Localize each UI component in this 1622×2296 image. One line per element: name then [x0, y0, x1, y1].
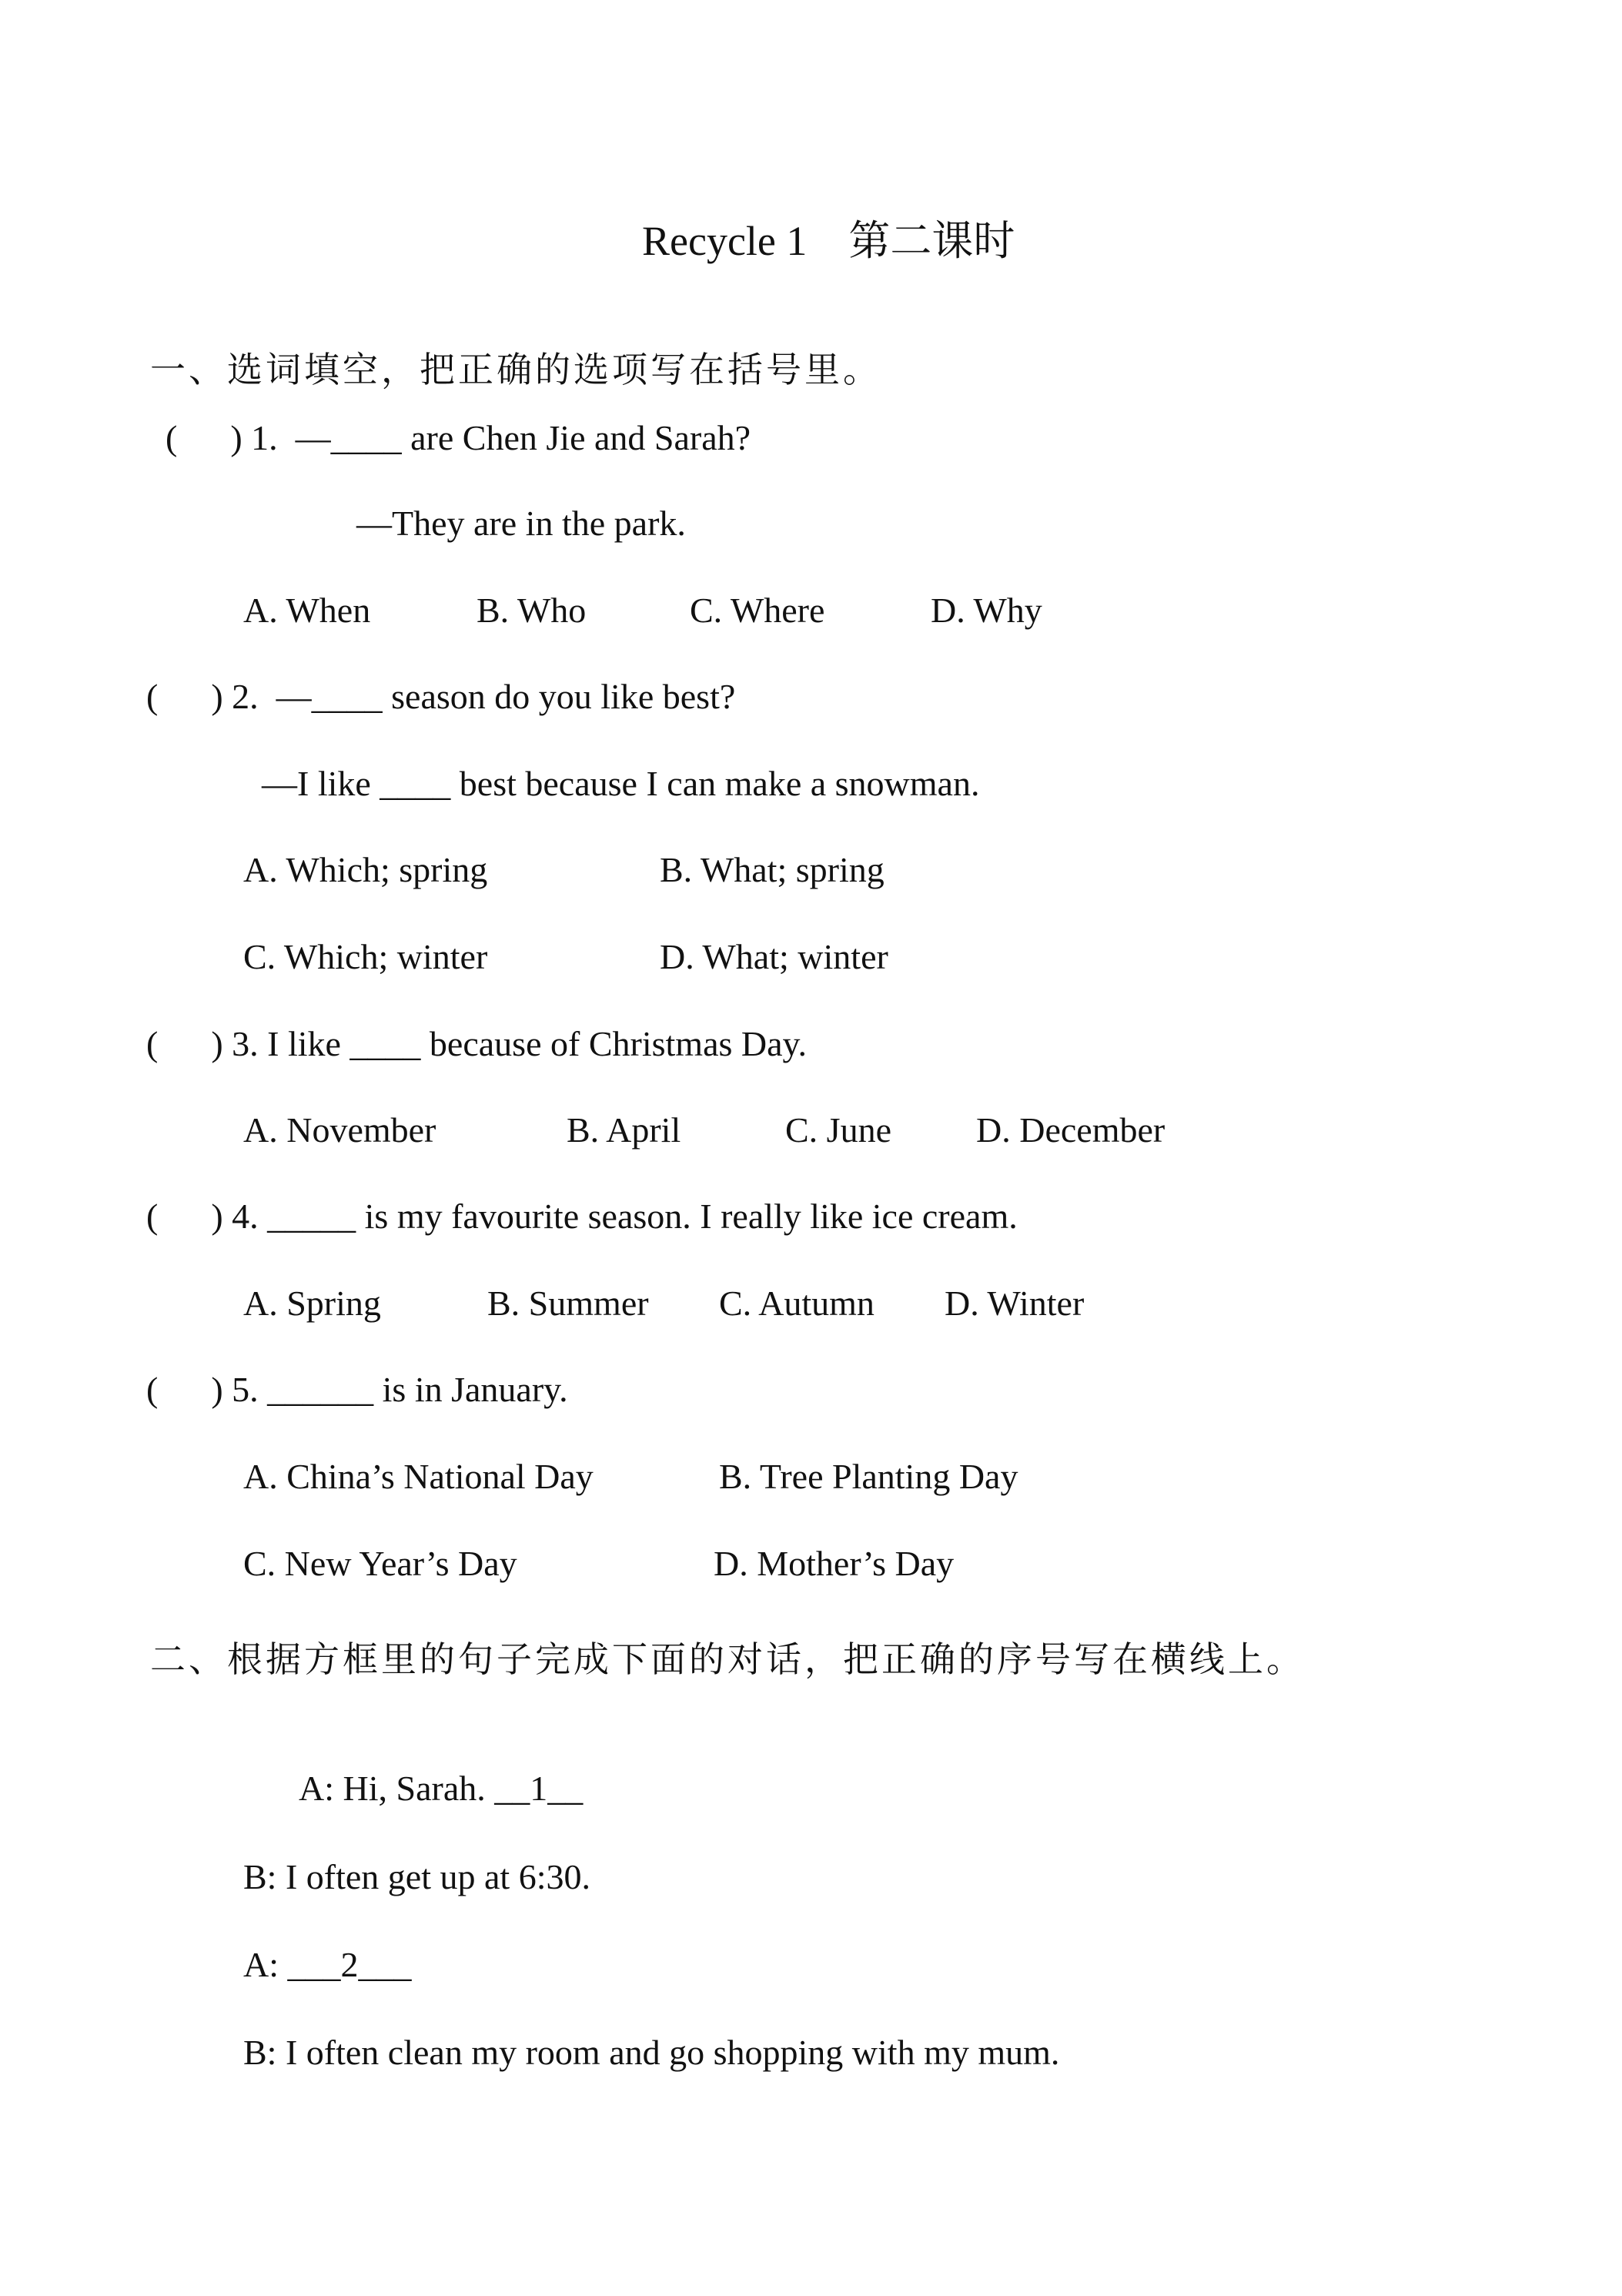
question-4-option-a: A. Spring [243, 1284, 381, 1323]
question-4-stem: ( ) 4. _____ is my favourite season. I really like ice cream. [146, 1197, 1018, 1236]
question-1-stem: ( ) 1. —____ are Chen Jie and Sarah? [166, 418, 751, 457]
question-1-option-c: C. Where [690, 591, 825, 630]
question-1-option-a: A. When [243, 591, 371, 630]
dialogue-line-2: B: I often get up at 6:30. [243, 1857, 590, 1896]
question-5-stem: ( ) 5. ______ is in January. [146, 1370, 568, 1409]
question-5-option-c: C. New Year’s Day [243, 1544, 517, 1583]
question-3-stem: ( ) 3. I like ____ because of Christmas Day. [146, 1024, 808, 1063]
question-5-option-a: A. China’s National Day [243, 1457, 594, 1496]
question-1-reply: —They are in the park. [356, 504, 686, 543]
question-2-option-c: C. Which; winter [243, 937, 488, 976]
question-1-option-d: D. Why [931, 591, 1042, 630]
question-4-option-b: B. Summer [487, 1284, 649, 1323]
question-3-option-b: B. April [567, 1110, 681, 1150]
dialogue-line-4: B: I often clean my room and go shopping with my mum. [243, 2033, 1060, 2072]
question-2-stem: ( ) 2. —____ season do you like best? [146, 677, 736, 716]
question-3-option-d: D. December [976, 1110, 1165, 1150]
question-3-option-a: A. November [243, 1110, 436, 1150]
dialogue-line-3: A: ___2___ [243, 1945, 412, 1984]
question-5-option-b: B. Tree Planting Day [719, 1457, 1018, 1496]
question-4-option-d: D. Winter [945, 1284, 1085, 1323]
dialogue-line-1: A: Hi, Sarah. __1__ [299, 1769, 584, 1808]
question-5-option-d: D. Mother’s Day [714, 1544, 955, 1583]
question-2-option-d: D. What; winter [660, 937, 888, 976]
section-2-heading: 二、根据方框里的句子完成下面的对话，把正确的序号写在横线上。 [150, 1638, 1305, 1680]
question-2-reply: —I like ____ best because I can make a snowman. [262, 764, 980, 803]
question-2-option-a: A. Which; spring [243, 850, 488, 889]
page-title: Recycle 1 第二课时 [642, 218, 1015, 264]
question-1-option-b: B. Who [477, 591, 587, 630]
section-1-heading: 一、选词填空，把正确的选项写在括号里。 [150, 349, 881, 390]
question-4-option-c: C. Autumn [719, 1284, 875, 1323]
question-2-option-b: B. What; spring [660, 850, 885, 889]
question-3-option-c: C. June [785, 1110, 891, 1150]
